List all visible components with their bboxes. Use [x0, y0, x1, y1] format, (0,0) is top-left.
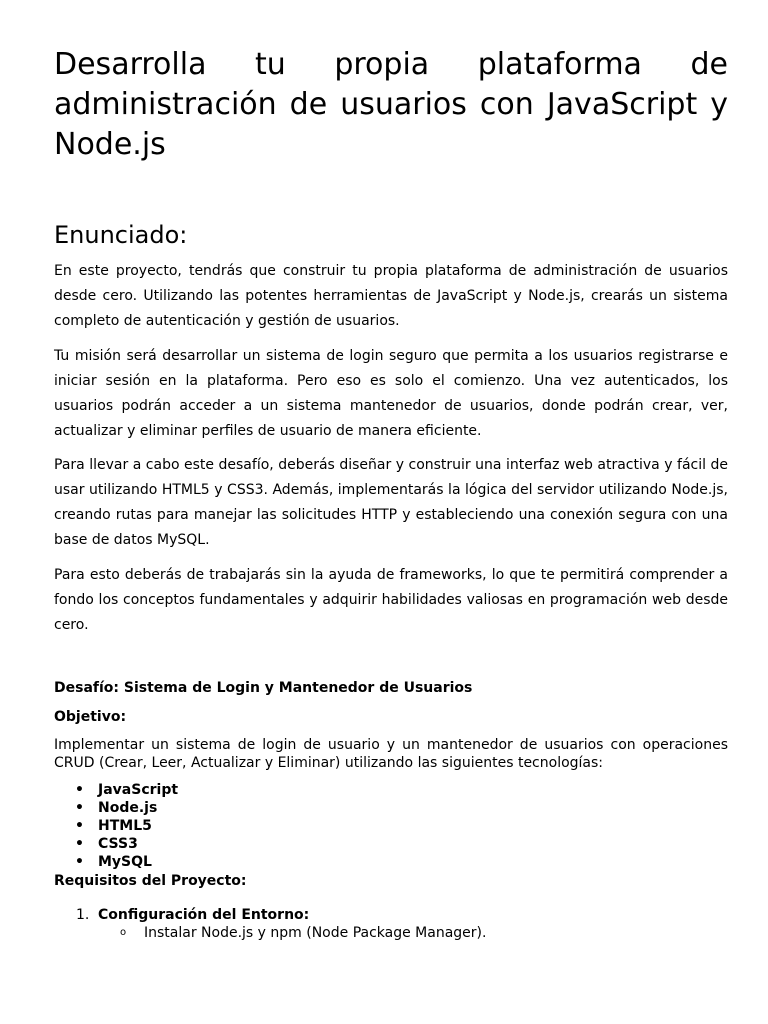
paragraph-3: Para llevar a cabo este desafío, deberás diseñar y construir una interfaz web atractiva y fácil de usar utilizando HTML5 y CSS3. Además, implementarás la lógica del servidor utilizando Node.js, creando rutas para manejar las solicitudes HTTP y estableciendo una conexión segura con una base de datos MySQL. [54, 457, 728, 548]
technology-label: JavaScript [98, 782, 179, 798]
sub-item-text: Instalar Node.js y npm (Node Package Manager). [144, 925, 487, 941]
document-title: Desarrolla tu propia plataforma de administración de usuarios con JavaScript y Node.js [54, 47, 728, 162]
objective-text: Implementar un sistema de login de usuario y un mantenedor de usuarios con operaciones CRUD (Crear, Leer, Actualizar y Eliminar) utilizando las siguientes tecnologías: [54, 737, 728, 771]
requirement-sub-list [98, 924, 486, 942]
list-item [54, 835, 178, 853]
bullet-icon: • [75, 836, 84, 852]
list-item [54, 817, 178, 835]
paragraph-4: Para esto deberás de trabajarás sin la ayuda de frameworks, lo que te permitirá comprender a fondo los conceptos fundamentales y adquirir habilidades valiosas en programación web desde cero. [54, 567, 728, 633]
technology-label: MySQL [98, 854, 152, 870]
bullet-icon: • [75, 854, 84, 870]
challenge-title: Desafío: Sistema de Login y Mantenedor de Usuarios [54, 680, 473, 696]
requirements-list [54, 906, 486, 942]
circle-bullet-icon: o [120, 927, 127, 938]
list-item [54, 906, 486, 942]
bullet-icon: • [75, 818, 84, 834]
technology-label: Node.js [98, 800, 158, 816]
technology-list [54, 781, 178, 871]
bullet-icon: • [75, 800, 84, 816]
list-item [54, 781, 178, 799]
paragraph-2: Tu misión será desarrollar un sistema de login seguro que permita a los usuarios registrarse e iniciar sesión en la plataforma. Pero eso es solo el comienzo. Una vez autenticados, los usuarios podrán acceder a un sistema mantenedor de usuarios, donde podrán crear, ver, actualizar y eliminar perfiles de usuario de manera eficiente. [54, 348, 728, 439]
technology-label: HTML5 [98, 818, 152, 834]
requirements-label: Requisitos del Proyecto: [54, 873, 247, 889]
objective-label: Objetivo: [54, 709, 127, 725]
bullet-icon: • [75, 782, 84, 798]
list-item [54, 799, 178, 817]
paragraph-1: En este proyecto, tendrás que construir tu propia plataforma de administración de usuarios desde cero. Utilizando las potentes herramientas de JavaScript y Node.js, crearás un sistema completo de autenticación y gestión de usuarios. [54, 263, 728, 329]
technology-label: CSS3 [98, 836, 138, 852]
section-heading-enunciado: Enunciado: [54, 221, 188, 249]
list-number: 1. [76, 907, 90, 923]
list-item [98, 924, 486, 942]
list-item [54, 853, 178, 871]
requirement-label: Configuración del Entorno: [98, 907, 310, 923]
